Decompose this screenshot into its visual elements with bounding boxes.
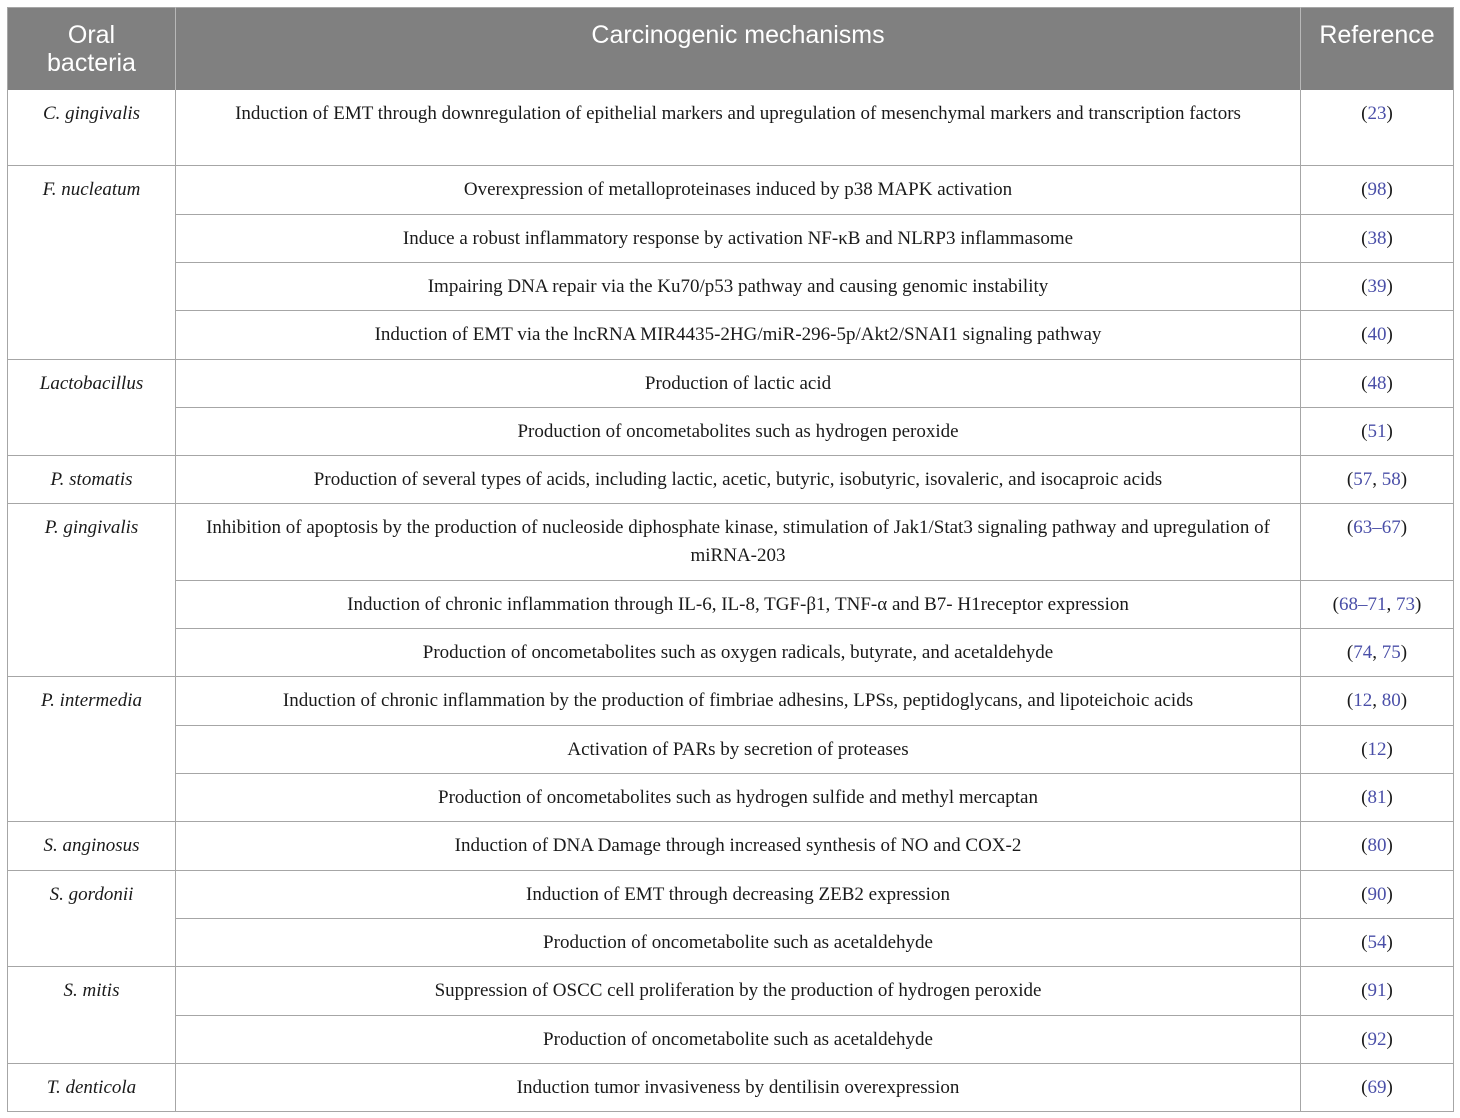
bacteria-name: S. mitis xyxy=(8,967,176,1064)
citation-link[interactable]: 39 xyxy=(1367,275,1387,297)
reference-separator: , xyxy=(1372,642,1382,664)
mechanism-cell: Induction of EMT via the lncRNA MIR4435-2HG/miR-296-5p/Akt2/SNAI1 signaling pathway xyxy=(176,311,1301,359)
table-row xyxy=(8,359,1454,407)
mechanism-cell: Impairing DNA repair via the Ku70/p53 pathway and causing genomic instability xyxy=(176,262,1301,310)
mechanism-cell: Activation of PARs by secretion of proteases xyxy=(176,725,1301,773)
citation-link[interactable]: 80 xyxy=(1367,835,1387,857)
citation-link[interactable]: 51 xyxy=(1367,420,1387,442)
table-row xyxy=(8,629,1454,677)
reference-open-paren: ( xyxy=(1346,517,1354,539)
reference-cell xyxy=(1301,359,1454,407)
reference-close-paren: ) xyxy=(1386,787,1393,809)
reference-open-paren: ( xyxy=(1346,469,1354,491)
header-oral-bacteria-line2: bacteria xyxy=(47,49,136,77)
table-row xyxy=(8,725,1454,773)
citation-link[interactable]: 54 xyxy=(1367,931,1387,953)
citation-link[interactable]: 68–71 xyxy=(1339,593,1387,615)
reference-close-paren: ) xyxy=(1386,420,1393,442)
bacteria-name: S. anginosus xyxy=(8,822,176,870)
mechanism-cell: Inhibition of apoptosis by the production of nucleoside diphosphate kinase, stimulation of Jak1/Stat3 signaling pathway and upregulation of miRNA-203 xyxy=(176,504,1301,580)
table-row xyxy=(8,677,1454,725)
table-row xyxy=(8,967,1454,1015)
reference-open-paren: ( xyxy=(1361,324,1368,346)
reference-open-paren: ( xyxy=(1361,980,1368,1002)
bacteria-name: P. intermedia xyxy=(8,677,176,822)
table-row xyxy=(8,1015,1454,1063)
reference-close-paren: ) xyxy=(1386,980,1393,1002)
reference-close-paren: ) xyxy=(1386,931,1393,953)
reference-open-paren: ( xyxy=(1361,1076,1368,1098)
oral-bacteria-table xyxy=(7,7,1454,1112)
citation-link[interactable]: 98 xyxy=(1367,179,1387,201)
table-row xyxy=(8,870,1454,918)
reference-cell xyxy=(1301,774,1454,822)
reference-close-paren: ) xyxy=(1386,324,1393,346)
reference-close-paren: ) xyxy=(1400,517,1408,539)
mechanism-cell: Induction of EMT through decreasing ZEB2 expression xyxy=(176,870,1301,918)
bacteria-name: Lactobacillus xyxy=(8,359,176,456)
table-row xyxy=(8,262,1454,310)
reference-close-paren: ) xyxy=(1400,690,1408,712)
reference-open-paren: ( xyxy=(1361,227,1368,249)
mechanism-cell: Production of several types of acids, including lactic, acetic, butyric, isobutyric, isovaleric, and isocaproic acids xyxy=(176,456,1301,504)
reference-close-paren: ) xyxy=(1386,275,1393,297)
reference-open-paren: ( xyxy=(1332,593,1339,615)
reference-open-paren: ( xyxy=(1361,372,1368,394)
mechanism-cell: Production of oncometabolite such as acetaldehyde xyxy=(176,1015,1301,1063)
header-reference: Reference xyxy=(1301,8,1454,90)
citation-link[interactable]: 90 xyxy=(1367,883,1387,905)
citation-link[interactable]: 38 xyxy=(1367,227,1387,249)
table-row xyxy=(8,918,1454,966)
reference-close-paren: ) xyxy=(1386,179,1393,201)
reference-separator: , xyxy=(1372,690,1382,712)
citation-link[interactable]: 63–67 xyxy=(1353,517,1401,539)
citation-link[interactable]: 74 xyxy=(1353,642,1373,664)
citation-link[interactable]: 80 xyxy=(1381,690,1401,712)
mechanism-cell: Induction of EMT through downregulation of epithelial markers and upregulation of mesenchymal markers and transcription factors xyxy=(176,90,1301,166)
table-row xyxy=(8,504,1454,580)
header-oral-bacteria-line1: Oral xyxy=(67,21,116,49)
citation-link[interactable]: 12 xyxy=(1353,690,1373,712)
reference-cell xyxy=(1301,456,1454,504)
reference-separator: , xyxy=(1386,593,1396,615)
reference-cell xyxy=(1301,90,1454,166)
table-body xyxy=(8,90,1454,1112)
reference-cell xyxy=(1301,1015,1454,1063)
reference-close-paren: ) xyxy=(1400,469,1408,491)
bacteria-name: P. stomatis xyxy=(8,456,176,504)
citation-link[interactable]: 69 xyxy=(1367,1076,1387,1098)
reference-open-paren: ( xyxy=(1361,738,1368,760)
reference-cell xyxy=(1301,504,1454,580)
reference-cell xyxy=(1301,262,1454,310)
bacteria-name: F. nucleatum xyxy=(8,166,176,359)
reference-close-paren: ) xyxy=(1415,593,1422,615)
reference-open-paren: ( xyxy=(1361,1028,1368,1050)
mechanism-cell: Induction of chronic inflammation by the production of fimbriae adhesins, LPSs, peptidoglycans, and lipoteichoic acids xyxy=(176,677,1301,725)
mechanism-cell: Induction of DNA Damage through increased synthesis of NO and COX-2 xyxy=(176,822,1301,870)
reference-cell xyxy=(1301,407,1454,455)
reference-close-paren: ) xyxy=(1386,738,1393,760)
reference-close-paren: ) xyxy=(1386,102,1393,124)
reference-cell xyxy=(1301,214,1454,262)
bacteria-name: C. gingivalis xyxy=(8,90,176,166)
reference-cell xyxy=(1301,311,1454,359)
reference-cell xyxy=(1301,629,1454,677)
reference-cell xyxy=(1301,1063,1454,1111)
reference-open-paren: ( xyxy=(1346,690,1354,712)
mechanism-cell: Overexpression of metalloproteinases induced by p38 MAPK activation xyxy=(176,166,1301,214)
mechanism-cell: Suppression of OSCC cell proliferation by the production of hydrogen peroxide xyxy=(176,967,1301,1015)
bacteria-name: T. denticola xyxy=(8,1063,176,1111)
header-row xyxy=(8,8,1454,90)
reference-separator: , xyxy=(1372,469,1382,491)
mechanism-cell: Production of lactic acid xyxy=(176,359,1301,407)
citation-link[interactable]: 81 xyxy=(1367,787,1387,809)
citation-link[interactable]: 75 xyxy=(1381,642,1401,664)
citation-link[interactable]: 91 xyxy=(1367,980,1387,1002)
citation-link[interactable]: 58 xyxy=(1381,469,1401,491)
reference-open-paren: ( xyxy=(1361,102,1368,124)
reference-cell xyxy=(1301,677,1454,725)
citation-link[interactable]: 23 xyxy=(1367,102,1387,124)
table-row xyxy=(8,166,1454,214)
citation-link[interactable]: 40 xyxy=(1367,324,1387,346)
citation-link[interactable]: 12 xyxy=(1367,738,1387,760)
citation-link[interactable]: 57 xyxy=(1353,469,1373,491)
mechanism-cell: Induce a robust inflammatory response by activation NF-κB and NLRP3 inflammasome xyxy=(176,214,1301,262)
citation-link[interactable]: 73 xyxy=(1396,593,1415,615)
mechanism-cell: Induction tumor invasiveness by dentilisin overexpression xyxy=(176,1063,1301,1111)
mechanism-cell: Induction of chronic inflammation through IL-6, IL-8, TGF-β1, TNF-α and B7- H1receptor expression xyxy=(176,580,1301,628)
reference-open-paren: ( xyxy=(1361,420,1368,442)
reference-cell xyxy=(1301,725,1454,773)
citation-link[interactable]: 48 xyxy=(1367,372,1387,394)
reference-close-paren: ) xyxy=(1386,1028,1393,1050)
mechanism-cell: Production of oncometabolites such as oxygen radicals, butyrate, and acetaldehyde xyxy=(176,629,1301,677)
bacteria-name: P. gingivalis xyxy=(8,504,176,677)
reference-close-paren: ) xyxy=(1386,1076,1393,1098)
reference-cell xyxy=(1301,166,1454,214)
table-row xyxy=(8,580,1454,628)
table-row xyxy=(8,311,1454,359)
table-row xyxy=(8,1063,1454,1111)
table-row xyxy=(8,407,1454,455)
reference-open-paren: ( xyxy=(1361,275,1368,297)
reference-open-paren: ( xyxy=(1361,787,1368,809)
reference-close-paren: ) xyxy=(1386,883,1393,905)
table-row xyxy=(8,822,1454,870)
table-row xyxy=(8,90,1454,166)
header-oral-bacteria xyxy=(8,8,176,90)
reference-open-paren: ( xyxy=(1361,931,1368,953)
reference-close-paren: ) xyxy=(1386,227,1393,249)
reference-cell xyxy=(1301,822,1454,870)
reference-open-paren: ( xyxy=(1361,835,1368,857)
reference-cell xyxy=(1301,918,1454,966)
header-mechanisms: Carcinogenic mechanisms xyxy=(176,8,1301,90)
table-row xyxy=(8,774,1454,822)
reference-open-paren: ( xyxy=(1361,179,1368,201)
reference-cell xyxy=(1301,967,1454,1015)
table-row xyxy=(8,456,1454,504)
reference-open-paren: ( xyxy=(1361,883,1368,905)
bacteria-name: S. gordonii xyxy=(8,870,176,967)
reference-cell xyxy=(1301,580,1454,628)
mechanism-cell: Production of oncometabolites such as hydrogen peroxide xyxy=(176,407,1301,455)
table-row xyxy=(8,214,1454,262)
reference-close-paren: ) xyxy=(1400,642,1408,664)
reference-close-paren: ) xyxy=(1386,372,1393,394)
table-header xyxy=(8,8,1454,90)
mechanism-cell: Production of oncometabolites such as hydrogen sulfide and methyl mercaptan xyxy=(176,774,1301,822)
mechanism-cell: Production of oncometabolite such as acetaldehyde xyxy=(176,918,1301,966)
reference-cell xyxy=(1301,870,1454,918)
citation-link[interactable]: 92 xyxy=(1367,1028,1387,1050)
reference-close-paren: ) xyxy=(1386,835,1393,857)
reference-open-paren: ( xyxy=(1346,642,1354,664)
